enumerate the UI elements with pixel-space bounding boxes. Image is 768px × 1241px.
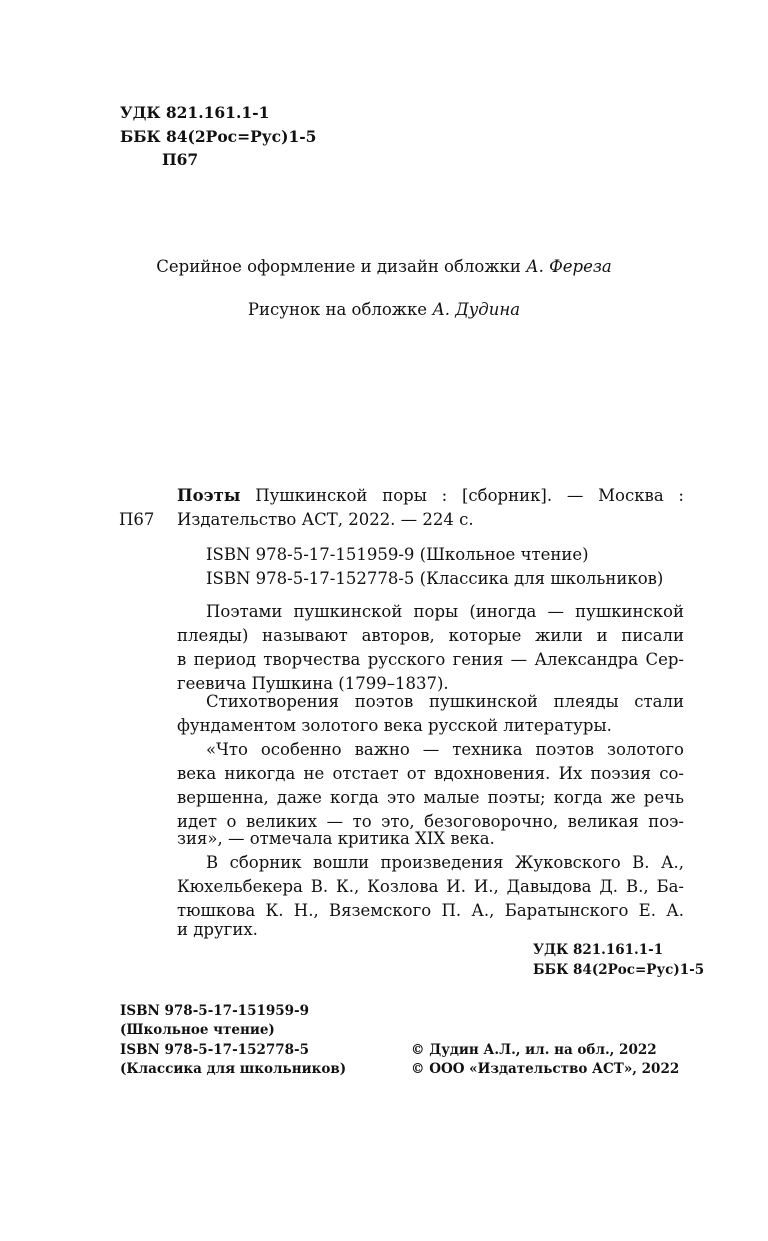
annotation-line: зия», — отмечала критика XIX века. [177,829,495,848]
udk-code: УДК 821.161.1-1 [120,103,270,122]
bbk-code: ББК 84(2Рос=Рус)1-5 [120,127,317,146]
copyright-illustrator: © Дудин А.Л., ил. на обл., 2022 [411,1042,657,1058]
annotation-line: фундаментом золотого века русской литературы. [177,716,612,735]
record-publisher-line: Издательство АСТ, 2022. — 224 с. [177,510,474,529]
design-credit-label: Серийное оформление и дизайн обложки [156,257,521,276]
annotation-line: В сборник вошли произведения Жуковского В. А., [206,853,684,872]
annotation-line: вершенна, даже когда это малые поэты; когда же речь [177,788,684,807]
annotation-line: века никогда не отстает от вдохновения. Их поэзия со- [177,764,684,783]
cover-credit-name: А. Дудина [432,300,521,319]
annotation-line: идет о великих — то это, безоговорочно, великая поэ- [177,812,684,831]
annotation-line: Стихотворения поэтов пушкинской плеяды стали [206,692,684,711]
annotation-line: тюшкова К. Н., Вяземского П. А., Баратынского Е. А. [177,901,684,920]
udk-code-secondary: УДК 821.161.1-1 [533,942,664,958]
annotation-line: и других. [177,920,258,939]
footer-series-1: (Школьное чтение) [120,1022,275,1038]
design-credit [0,257,768,276]
cover-credit-label: Рисунок на обложке [247,300,428,319]
annotation-line: плеяды) называют авторов, которые жили и писали [177,626,684,645]
author-mark: П67 [162,150,199,169]
record-title-line [177,484,684,509]
cover-credit [0,300,768,319]
copyright-publisher: © ООО «Издательство АСТ», 2022 [411,1061,680,1077]
annotation-line: Кюхельбекера В. К., Козлова И. И., Давыдова Д. В., Ба- [177,877,684,896]
design-credit-name: А. Фереза [526,257,612,276]
bbk-code-secondary: ББК 84(2Рос=Рус)1-5 [533,962,705,978]
footer-series-2: (Классика для школьников) [120,1061,347,1077]
record-title-bold: Поэты [177,486,241,505]
record-isbn-2: ISBN 978-5-17-152778-5 (Классика для школьников) [206,569,664,588]
annotation-line: в период творчества русского гения — Александра Сер- [177,650,684,669]
annotation-line: «Что особенно важно — техника поэтов золотого [206,740,684,759]
annotation-line: Поэтами пушкинской поры (иногда — пушкинской [206,602,684,621]
record-isbn-1: ISBN 978-5-17-151959-9 (Школьное чтение) [206,545,589,564]
record-author-mark: П67 [119,510,155,529]
annotation-line: геевича Пушкина (1799–1837). [177,674,449,693]
record-title-rest: Пушкинской поры : [сборник]. — Москва : [240,486,684,505]
footer-isbn-2: ISBN 978-5-17-152778-5 [120,1042,310,1058]
footer-isbn-1: ISBN 978-5-17-151959-9 [120,1003,310,1019]
